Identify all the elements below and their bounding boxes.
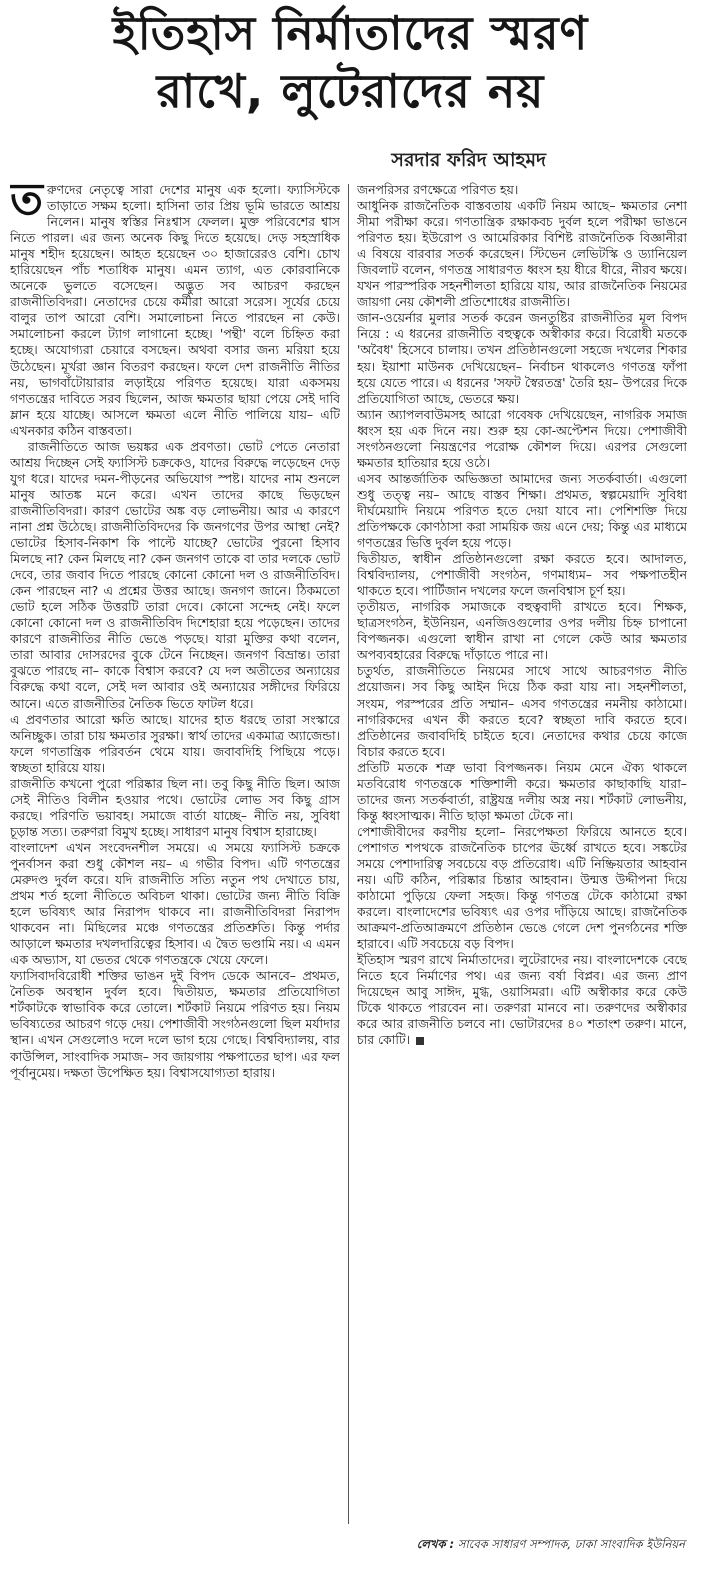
dropcap: ত bbox=[10, 182, 44, 225]
paragraph: বাংলাদেশ এখন সংবেদনশীল সময়ে। এ সময়ে ফ্যাসিস্ট চক্রকে পুনর্বাসন করা শুধু কৌশল নয়– এ গভীর বিপদ। এটি গণতন্ত্রের মেরুদণ্ড দুর্বল করে। যদি রাজনীতি সত্যি নতুন পথ দেখাতে চায়, প্রথম শর্ত হলো নীতিতে অবিচল থাকা। ভোটের জন্য নীতি বিক্রি হলে ভবিষ্যৎ আর নিরাপদ থাকবে না। রাজনীতিবিদরা নিরাপদ থাকবেন না। মিছিলের মঞ্চে গণতন্ত্রের প্রতিশ্রুতি। কিন্তু পর্দার আড়ালে ক্ষমতার দখলদারিত্বের হিসাব। এ দ্বৈত ভণ্ডামি নয়। এ এমন এক অভ্যাস, যা ভেতর থেকে গণতন্ত্রকে খেয়ে ফেলে। bbox=[10, 839, 340, 968]
column-divider bbox=[348, 184, 349, 1524]
headline bbox=[0, 4, 701, 120]
paragraph: জান-ওয়ের্নার মুলার সতর্ক করেন জনতুষ্টির রাজনীতির মূল বিপদ নিয়ে : এ ধরনের রাজনীতি বহুত্বকে অস্বীকার করে। বিরোধী মতকে 'অবৈধ' হিসেবে চালায়। তখন প্রতিষ্ঠানগুলো সহজে দখলের শিকার হয়। ইয়াশা মাউনক দেখিয়েছেন– নির্বাচন থাকলেও গণতন্ত্র ফাঁপা হয়ে যেতে পারে। এ ধরনের 'সফট স্বৈরতন্ত্র' তৈরি হয়– উপরের দিকে প্রতিযোগিতা আছে, ভেতরে ক্ষয়। bbox=[357, 310, 687, 406]
author-footnote bbox=[355, 1536, 685, 1553]
paragraph: তৃতীয়ত, নাগরিক সমাজকে বহুত্ববাদী রাখতে হবে। শিক্ষক, ছাত্রসংগঠন, ইউনিয়ন, এনজিওগুলোর ওপর দলীয় চিহ্ন চাপানো বিপজ্জনক। এগুলো স্বাধীন রাখা না গেলে কেউ আর ক্ষমতার অপব্যবহারের বিরুদ্ধে দাঁড়াতে পারে না। bbox=[357, 599, 687, 663]
end-mark-icon bbox=[416, 1037, 424, 1045]
paragraph-text: রুণদের নেতৃত্বে সারা দেশের মানুষ এক হলো। ফ্যাসিস্টকে তাড়াতে সক্ষম হলো। হাসিনা তার প্রিয় ভূমি ভারতে আশ্রয় নিলেন। মানুষ স্বস্তির নিঃশ্বাস ফেলল। মুক্ত পরিবেশের শ্বাস নিতে পারল। এর জন্য অনেক কিছু দিতে হয়েছে। দেড় সহস্রাধিক মানুষ শহীদ হয়েছেন। আহত হয়েছেন ৩০ হাজারেরও বেশি। চোখ হারিয়েছেন পাঁচ শতাধিক মানুষ। এমন ত্যাগ, এত কোরবানিকে অনেকে ভুলতে বসেছেন। অদ্ভুত সব আচরণ করছেন রাজনীতিবিদরা। নেতাদের চেয়ে কর্মীরা আরো সরেস। সূর্যের চেয়ে বালুর তাপ আরো বেশি। সমালোচনা নিতে পারছেন না কেউ। সমালোচনা করলে ট্যাগ লাগানো হচ্ছে। 'পন্থী' বলে চিহ্নিত করা হচ্ছে। অযোগ্যরা চেয়ারে বসছেন। অথবা বসার জন্য মরিয়া হয়ে উঠেছেন। মূর্খরা জ্ঞান বিতরণ করছেন। ফলে দেশ রাজনীতি নীতির নয়, ভাগবাঁটোয়ারার লড়াইয়ে পরিণত হয়েছে। যারা একসময় গণতন্ত্রের দাবিতে সরব ছিলেন, আজ ক্ষমতার ছায়া পেয়ে সেই দাবি ম্লান হয়ে যাচ্ছে। আসলে ক্ষমতা এলে নীতি পালিয়ে যায়– এটি এখনকার কঠিন বাস্তবতা। bbox=[10, 182, 340, 438]
paragraph: এ প্রবণতার আরো ক্ষতি আছে। যাদের হাত ধরছে তারা সংস্কারে অনিচ্ছুক। তারা চায় ক্ষমতার সুরক্ষা। স্বার্থ তাদের একমাত্র অ্যাজেন্ডা। ফলে গণতান্ত্রিক পরিবর্তন থেমে যায়। জবাবদিহি পিছিয়ে পড়ে। স্বচ্ছতা হারিয়ে যায়। bbox=[10, 711, 340, 775]
paragraph: ফ্যাসিবাদবিরোধী শক্তির ভাঙন দুই বিপদ ডেকে আনবে– প্রথমত, নৈতিক অবস্থান দুর্বল হবে। দ্বিতীয়ত, ক্ষমতার প্রতিযোগিতা শর্টকাটকে স্বাভাবিক করে তোলে। শর্টকাট নিয়মে পরিণত হয়। নিয়ম ভবিষ্যতের আচরণ গড়ে দেয়। পেশাজীবী সংগঠনগুলো ছিল মর্যাদার স্থান। এখন সেগুলোও দলে দলে ভাগ হয়ে গেছে। বিশ্ববিদ্যালয়, বার কাউন্সিল, সাংবাদিক সমাজ– সব জায়গায় পক্ষপাতের ছাপ। এর ফল পূর্বানুমেয়। দক্ষতা উপেক্ষিত হয়। বিশ্বাসযোগ্যতা হারায়। bbox=[10, 968, 340, 1080]
paragraph: পেশাজীবীদের করণীয় হলো– নিরপেক্ষতা ফিরিয়ে আনতে হবে। পেশাগত শপথকে রাজনৈতিক চাপের ঊর্ধ্বে রাখতে হবে। সঙ্কটের সময়ে পেশাদারিত্ব সবচেয়ে বড় প্রতিরোধ। এটি নিষ্ক্রিয়তার আহবান নয়। এটি কঠিন, পরিষ্কার চিন্তার আহবান। উন্মত্ত উদ্দীপনা দিয়ে কাঠামো পুড়িয়ে ফেলা সহজ। কিন্তু গণতন্ত্র টেকে কাঠামো রক্ষা করলে। বাংলাদেশের ভবিষ্যৎ এর ওপর দাঁড়িয়ে আছে। রাজনৈতিক আক্রমণ-প্রতিআক্রমণে প্রতিষ্ঠান ভেঙে গেলে দেশ পুনর্গঠনের শক্তি হারাবে। এটি সবচেয়ে বড় বিপদ। bbox=[357, 823, 687, 952]
paragraph: জনপরিসর রণক্ষেত্রে পরিণত হয়। bbox=[357, 182, 519, 197]
paragraph: রাজনীতিতে আজ ভয়ঙ্কর এক প্রবণতা। ভোট পেতে নেতারা আশ্রয় দিচ্ছেন সেই ফ্যাসিস্ট চক্রকেও, যাদের বিরুদ্ধে লড়েছেন দেড় যুগ ধরে। যাদের দমন-পীড়নের অভিযোগ স্পষ্ট। যাদের নাম শুনলে মানুষ আতঙ্ক মনে করে। এখন তাদের কাছে ভিড়ছেন রাজনীতিবিদরা। কারণ ভোটের অঙ্ক বড় লোভনীয়। আর এ কারণে নানা প্রশ্ন উঠেছে। রাজনীতিবিদদের কি জনগণের উপর আস্থা নেই? ভোটের হিসাব-নিকাশ কি পাল্টে যাচ্ছে? ভোটের পুরনো হিসাব মিলছে না? কেন মিলছে না? কেন জনগণ তাকে বা তার দলকে ভোট দেবে, তার জবাব দিতে পারছে কোনো কোনো দল ও রাজনীতিবিদ। কেন পারছেন না? এ প্রশ্নের উত্তর আছে। জনগণ জানে। ঠিকমতো ভোট হলে সঠিক উত্তরটি তারা দেবে। কোনো সন্দেহ নেই। ফলে কোনো কোনো দল ও রাজনীতিবিদ দিশেহারা হয়ে পড়েছেন। তাদের কারণে রাজনীতির নীতি ভেঙে পড়ছে। যারা মুক্তির কথা বলেন, তারা আবার দোসরদের বুকে টেনে নিচ্ছেন। জনগণ বিভ্রান্ত। তারা বুঝতে পারছে না– কাকে বিশ্বাস করবে? যে দল অতীতের অন্যায়ের বিরুদ্ধে কথা বলে, সেই দল আবার ওই অন্যায়ের সঙ্গীদের ফিরিয়ে আনে। এতে রাজনীতির নৈতিক ভিতে ফাটল ধরে। bbox=[10, 438, 340, 711]
paragraph: অ্যান অ্যাপলবাউমসহ আরো গবেষক দেখিয়েছেন, নাগরিক সমাজ ধ্বংস হয় এক দিনে নয়। শুরু হয় কো-অপ্টেশন দিয়ে। পেশাজীবী সংগঠনগুলো নিয়ন্ত্রণের পরোক্ষ কৌশল দিয়ে। এরপর সেগুলো ক্ষমতার হাতিয়ার হয়ে ওঠে। bbox=[357, 406, 687, 470]
footnote-text: সাবেক সাধারণ সম্পাদক, ঢাকা সাংবাদিক ইউনিয়ন bbox=[457, 1537, 685, 1551]
paragraph: এসব আন্তর্জাতিক অভিজ্ঞতা আমাদের জন্য সতর্কবার্তা। এগুলো শুধু তত্ত্ব নয়– আছে বাস্তব শিক্ষা। প্রথমত, স্বল্পমেয়াদি সুবিধা দীর্ঘমেয়াদি নিয়মে পরিণত হতে দেয়া যাবে না। পেশিশক্তি দিয়ে প্রতিপক্ষকে কোণঠাসা করা সাময়িক জয় এনে দেয়; কিন্তু এর মাধ্যমে গণতন্ত্রের ভিত্তি দুর্বল হয়ে পড়ে। bbox=[357, 470, 687, 551]
paragraph: আধুনিক রাজনৈতিক বাস্তবতায় একটি নিয়ম আছে– ক্ষমতার নেশা সীমা পরীক্ষা করে। গণতান্ত্রিক রক্ষাকবচ দুর্বল হলে পরীক্ষা ভাঙনে পরিণত হয়। ইউরোপ ও আমেরিকার বিশিষ্ট রাজনৈতিক বিজ্ঞানীরা এ বিষয়ে বারবার সতর্ক করেছেন। স্টিভেন লেভিটস্কি ও ড্যানিয়েল জিবলাট বলেন, গণতন্ত্র সাধারণত ধ্বংস হয় ধীরে ধীরে, নীরব ক্ষয়ে। যখন পারস্পরিক সহনশীলতা হারিয়ে যায়, আর রাজনৈতিক নিয়মের জায়গা নেয় কৌশলী প্রতিশোধের রাজনীতি। bbox=[357, 198, 687, 310]
paragraph bbox=[357, 952, 687, 1048]
paragraph: রাজনীতি কখনো পুরো পরিষ্কার ছিল না। তবু কিছু নীতি ছিল। আজ সেই নীতিও বিলীন হওয়ার পথে। ভোটের লোভ সব কিছু গ্রাস করছে। পরিণতি ভয়াবহ। সমাজে বার্তা যাচ্ছে– নীতি নয়, সুবিধা চূড়ান্ত সত্য। তরুণরা বিমুখ হচ্ছে। সাধারণ মানুষ বিশ্বাস হারাচ্ছে। bbox=[10, 775, 340, 839]
article-column-left bbox=[10, 182, 340, 1567]
headline-line-1: ইতিহাস নির্মাতাদের স্মরণ bbox=[112, 6, 589, 60]
footnote-label: লেখক : bbox=[416, 1537, 455, 1551]
headline-line-2: রাখে, লুটেরাদের নয় bbox=[156, 64, 545, 118]
paragraph: প্রতিটি মতকে শত্রু ভাবা বিপজ্জনক। নিয়ম মেনে ঐক্য থাকলে মতবিরোধ গণতন্ত্রকে শক্তিশালী করে। ক্ষমতার কাছাকাছি যারা– তাদের জন্য সতর্কবার্তা, রাষ্ট্রযন্ত্র দলীয় অস্ত্র নয়। শর্টকাট লোভনীয়, কিন্তু ধ্বংসাত্মক। নীতি ছাড়া ক্ষমতা টেকে না। bbox=[357, 759, 687, 823]
article-column-right bbox=[357, 182, 687, 1567]
byline: সরদার ফরিদ আহমদ bbox=[391, 149, 546, 171]
paragraph: দ্বিতীয়ত, স্বাধীন প্রতিষ্ঠানগুলো রক্ষা করতে হবে। আদালত, বিশ্ববিদ্যালয়, পেশাজীবী সংগঠন, গণমাধ্যম– সব পক্ষপাতহীন থাকতে হবে। পার্টিজান দখলের ফলে জনবিশ্বাস চূর্ণ হয়। bbox=[357, 551, 687, 599]
paragraph bbox=[10, 182, 340, 439]
paragraph: চতুর্থত, রাজনীতিতে নিয়মের সাথে সাথে আচরণগত নীতি প্রয়োজন। সব কিছু আইন দিয়ে ঠিক করা যায় না। সহনশীলতা, সংযম, পরস্পরের প্রতি সম্মান– এসব গণতন্ত্রের নমনীয় কাঠামো। নাগরিকদের এখন কী করতে হবে? স্বচ্ছতা দাবি করতে হবে। প্রতিষ্ঠানের জবাবদিহি চাইতে হবে। নেতাদের কথার চেয়ে কাজে বিচার করতে হবে। bbox=[357, 663, 687, 759]
paragraph-text: ইতিহাস স্মরণ রাখে নির্মাতাদের। লুটেরাদের নয়। বাংলাদেশকে বেছে নিতে হবে নির্মাণের পথ। এর জন্য বর্ষা বিপ্লব। এর জন্য প্রাণ দিয়েছেন আবু সাঈদ, মুগ্ধ, ওয়াসিমরা। এটি অস্বীকার করে কেউ টিকে থাকতে পারবেন না। তরুণরা মানবে না। তরুণদের অস্বীকার করে আর রাজনীতি চলবে না। ভোটারদের ৪০ শতাংশ তরুণ। মানে, চার কোটি। bbox=[357, 952, 687, 1048]
